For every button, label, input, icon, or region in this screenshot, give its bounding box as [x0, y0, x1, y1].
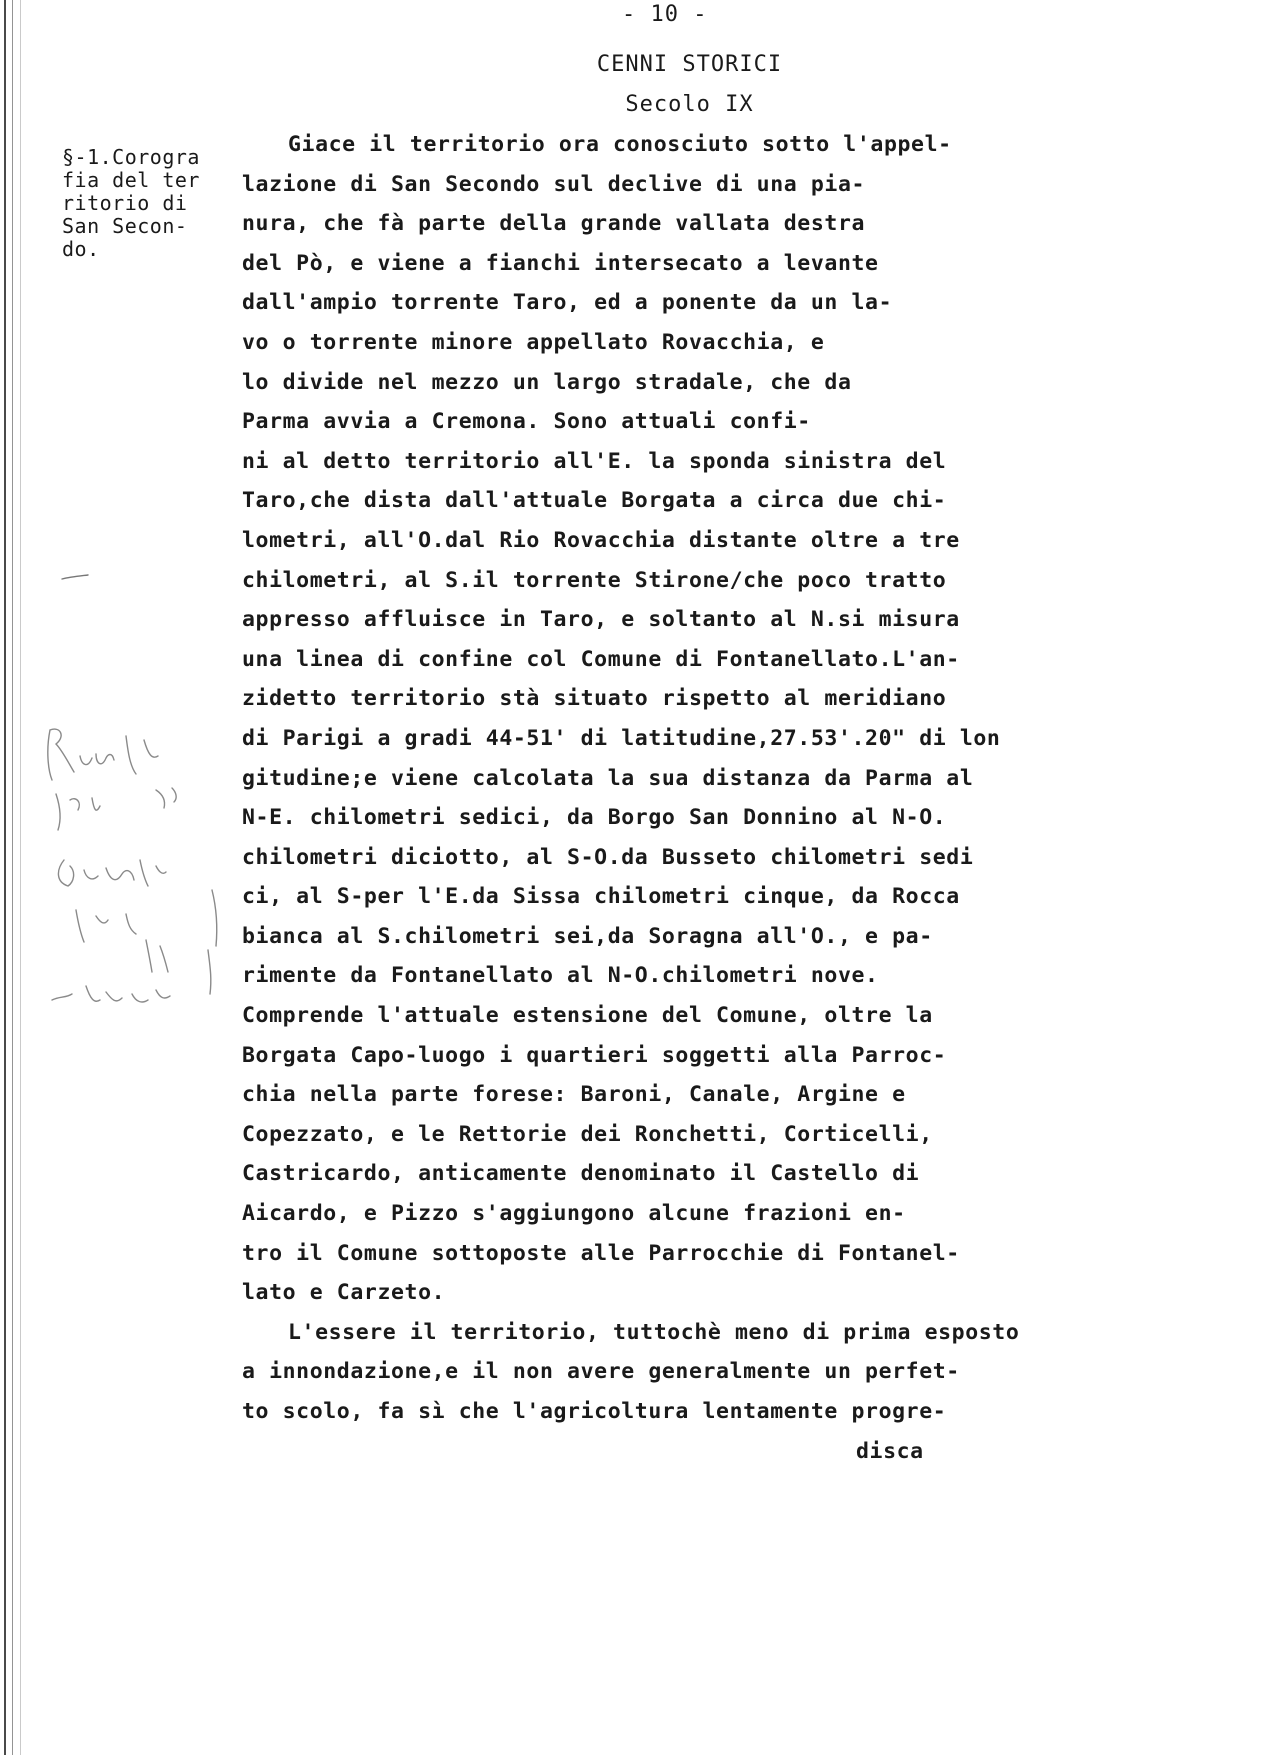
text-line: Copezzato, e le Rettorie dei Ronchetti, Corticelli, [242, 1121, 933, 1147]
text-line: una linea di confine col Comune di Fontanellato.L'an- [242, 646, 960, 672]
text-line: Giace il territorio ora conosciuto sotto l'appel- [288, 132, 952, 157]
text-line: tro il Comune sottoposte alle Parrocchie di Fontanel- [242, 1240, 960, 1266]
text-line: chilometri diciotto, al S-O.da Busseto chilometri sedi [242, 844, 974, 870]
text-line: a innondazione,e il non avere generalmente un perfet- [242, 1359, 960, 1385]
text-line: ci, al S-per l'E.da Sissa chilometri cinque, da Rocca [242, 884, 960, 910]
text-line: Aicardo, e Pizzo s'aggiungono alcune frazioni en- [242, 1201, 906, 1227]
text-line: dall'ampio torrente Taro, ed a ponente da un la- [242, 290, 893, 316]
pencil-dash [60, 573, 90, 583]
text-line: lometri, all'O.dal Rio Rovacchia distante oltre a tre [242, 527, 960, 553]
text-line: bianca al S.chilometri sei,da Soragna all'O., e pa- [242, 923, 933, 949]
text-line: L'essere il territorio, tuttochè meno di prima esposto [288, 1319, 1020, 1345]
page-heading: CENNI STORICI [596, 52, 783, 77]
text-line: del Pò, e viene a fianchi intersecato a levante [242, 250, 879, 276]
scan-edge-line [20, 0, 21, 1755]
text-line: ni al detto territorio all'E. la sponda sinistra del [242, 448, 947, 474]
pencil-annotation [36, 710, 236, 1030]
margin-note: §-1.Corogra fia del ter ritorio di San Secon- do. [62, 145, 200, 261]
text-line: nura, che fà parte della grande vallata destra [242, 211, 866, 237]
text-line: chia nella parte forese: Baroni, Canale, Argine e [242, 1082, 906, 1108]
text-line: Parma avvia a Cremona. Sono attuali confi- [242, 409, 811, 435]
document-body [242, 125, 1242, 1471]
text-line: to scolo, fa sì che l'agricoltura lentamente progre- [242, 1399, 947, 1424]
text-line: Taro,che dista dall'attuale Borgata a circa due chi- [242, 488, 947, 514]
page-subheading: Secolo IX [625, 92, 754, 117]
text-line: chilometri, al S.il torrente Stirone/che poco tratto [242, 567, 947, 593]
text-line: N-E. chilometri sedici, da Borgo San Donnino al N-O. [242, 805, 947, 831]
text-line: lo divide nel mezzo un largo stradale, che da [242, 369, 852, 395]
text-line: rimente da Fontanellato al N-O.chilometri nove. [242, 963, 879, 989]
text-line: zidetto territorio stà situato rispetto al meridiano [242, 686, 947, 712]
text-line: appresso affluisce in Taro, e soltanto al N.si misura [242, 607, 960, 633]
text-line: vo o torrente minore appellato Rovacchia, e [242, 329, 825, 355]
text-line: di Parigi a gradi 44-51' di latitudine,27.53'.20" di lon [242, 725, 1001, 751]
scan-edge-line [12, 0, 13, 1755]
text-line: Comprende l'attuale estensione del Comune, oltre la [242, 1003, 933, 1029]
scan-edge-line [4, 0, 6, 1755]
text-line: gitudine;e viene calcolata la sua distanza da Parma al [242, 765, 974, 791]
catchword: disca [856, 1438, 924, 1464]
text-line: Borgata Capo-luogo i quartieri soggetti alla Parroc- [242, 1042, 947, 1068]
page-number: - 10 - [622, 2, 708, 27]
text-line: lazione di San Secondo sul declive di una pia- [242, 171, 866, 197]
text-line: Castricardo, anticamente denominato il Castello di [242, 1161, 920, 1187]
text-line: lato e Carzeto. [242, 1280, 446, 1306]
